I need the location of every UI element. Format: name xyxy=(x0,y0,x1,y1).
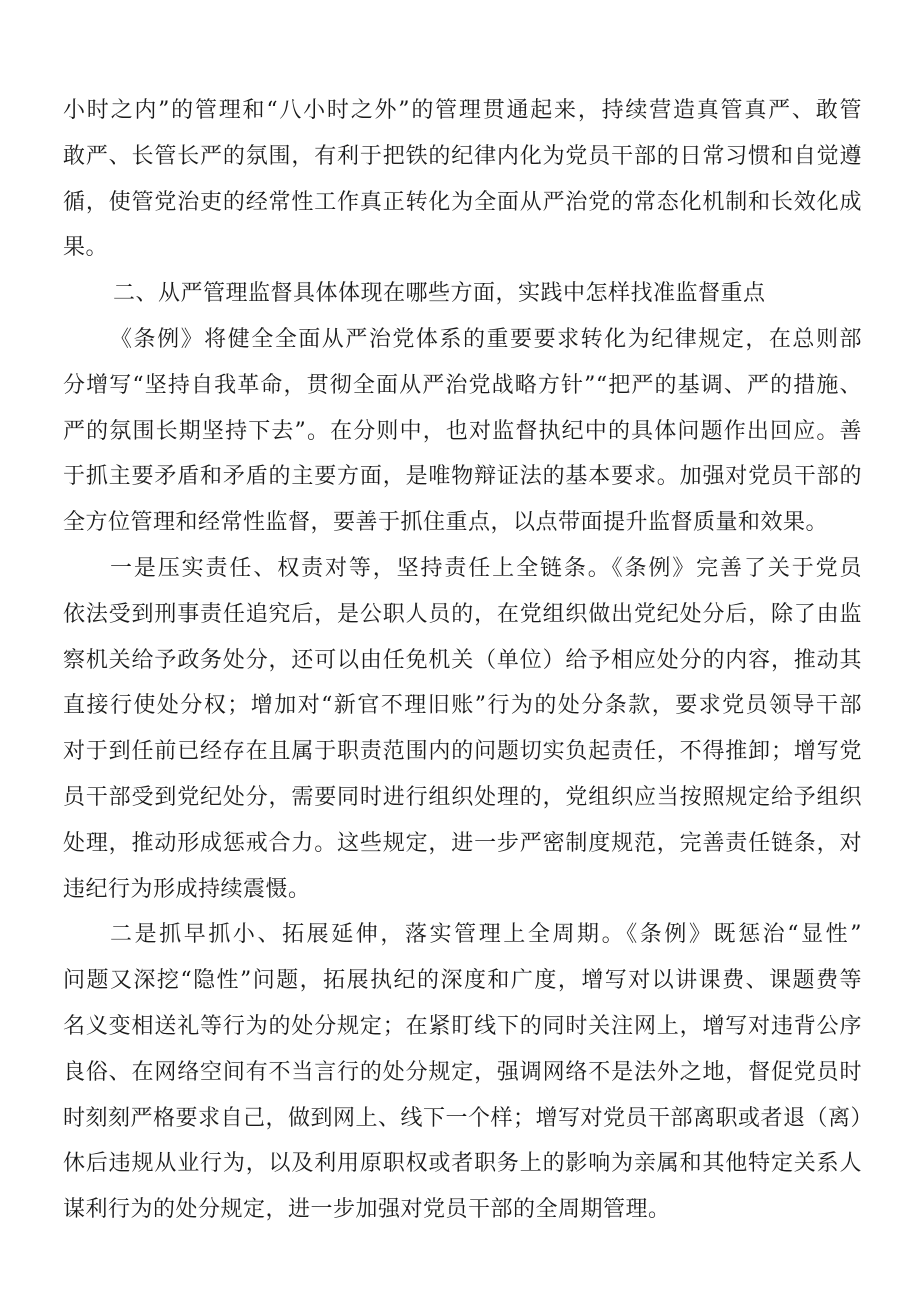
text-line: 谋利行为的处分规定，进一步加强对党员干部的全周期管理。 xyxy=(63,1197,671,1223)
text-line: 一是压实责任、权责对等，坚持责任上全链条。《条例》完善了关于党员 xyxy=(110,555,862,581)
paragraph-continuation xyxy=(63,88,862,271)
paragraph-point-one xyxy=(63,546,862,912)
text-line: 二是抓早抓小、拓展延伸，落实管理上全周期。《条例》既惩治“显性” xyxy=(110,922,862,948)
text-line: 敢严、长管长严的氛围，有利于把铁的纪律内化为党员干部的日常习惯和自觉遵 xyxy=(63,143,862,169)
paragraph-point-two xyxy=(63,912,874,1233)
text-line: 分增写“坚持自我革命，贯彻全面从严治党战略方针”“把严的基调、严的措施、 xyxy=(63,372,862,398)
text-line: 处理，推动形成惩戒合力。这些规定，进一步严密制度规范，完善责任链条，对 xyxy=(63,830,862,856)
text-line: 良俗、在网络空间有不当言行的处分规定，强调网络不是法外之地，督促党员时 xyxy=(63,1059,862,1085)
text-line: 全方位管理和经常性监督，要善于抓住重点，以点带面提升监督质量和效果。 xyxy=(63,510,829,536)
text-line: 名义变相送礼等行为的处分规定；在紧盯线下的同时关注网上，增写对违背公序 xyxy=(63,1013,862,1039)
text-line: 果。 xyxy=(63,235,109,261)
text-line: 严的氛围长期坚持下去”。在分则中，也对监督执纪中的具体问题作出回应。善 xyxy=(63,418,862,444)
text-line: 员干部受到党纪处分，需要同时进行组织处理的，党组织应当按照规定给予组织 xyxy=(63,784,862,810)
text-line: 直接行使处分权；增加对“新官不理旧账”行为的处分条款，要求党员领导干部 xyxy=(63,693,862,719)
text-line: 察机关给予政务处分，还可以由任免机关（单位）给予相应处分的内容，推动其 xyxy=(63,647,862,673)
text-line: 时刻刻严格要求自己，做到网上、线下一个样；增写对党员干部离职或者退（离） xyxy=(63,1105,874,1131)
text-line: 小时之内”的管理和“八小时之外”的管理贯通起来，持续营造真管真严、敢管 xyxy=(63,98,862,123)
text-line: 对于到任前已经存在且属于职责范围内的问题切实负起责任，不得推卸；增写党 xyxy=(63,739,862,765)
paragraph-regulation-overview xyxy=(63,317,862,546)
text-line: 《条例》将健全全面从严治党体系的重要要求转化为纪律规定，在总则部 xyxy=(110,326,862,352)
text-line: 于抓主要矛盾和矛盾的主要方面，是唯物辩证法的基本要求。加强对党员干部的 xyxy=(63,464,862,490)
text-line: 循，使管党治吏的经常性工作真正转化为全面从严治党的常态化机制和长效化成 xyxy=(63,189,862,215)
text-line: 违纪行为形成持续震慑。 xyxy=(63,876,311,902)
text-line: 依法受到刑事责任追究后，是公职人员的，在党组织做出党纪处分后，除了由监 xyxy=(63,601,862,627)
section-heading xyxy=(63,271,862,317)
text-line: 休后违规从业行为，以及利用原职权或者职务上的影响为亲属和其他特定关系人 xyxy=(63,1151,862,1177)
section-heading-text: 二、从严管理监督具体体现在哪些方面，实践中怎样找准监督重点 xyxy=(113,281,766,307)
text-line: 问题又深挖“隐性”问题，拓展执纪的深度和广度，增写对以讲课费、课题费等 xyxy=(63,968,862,994)
